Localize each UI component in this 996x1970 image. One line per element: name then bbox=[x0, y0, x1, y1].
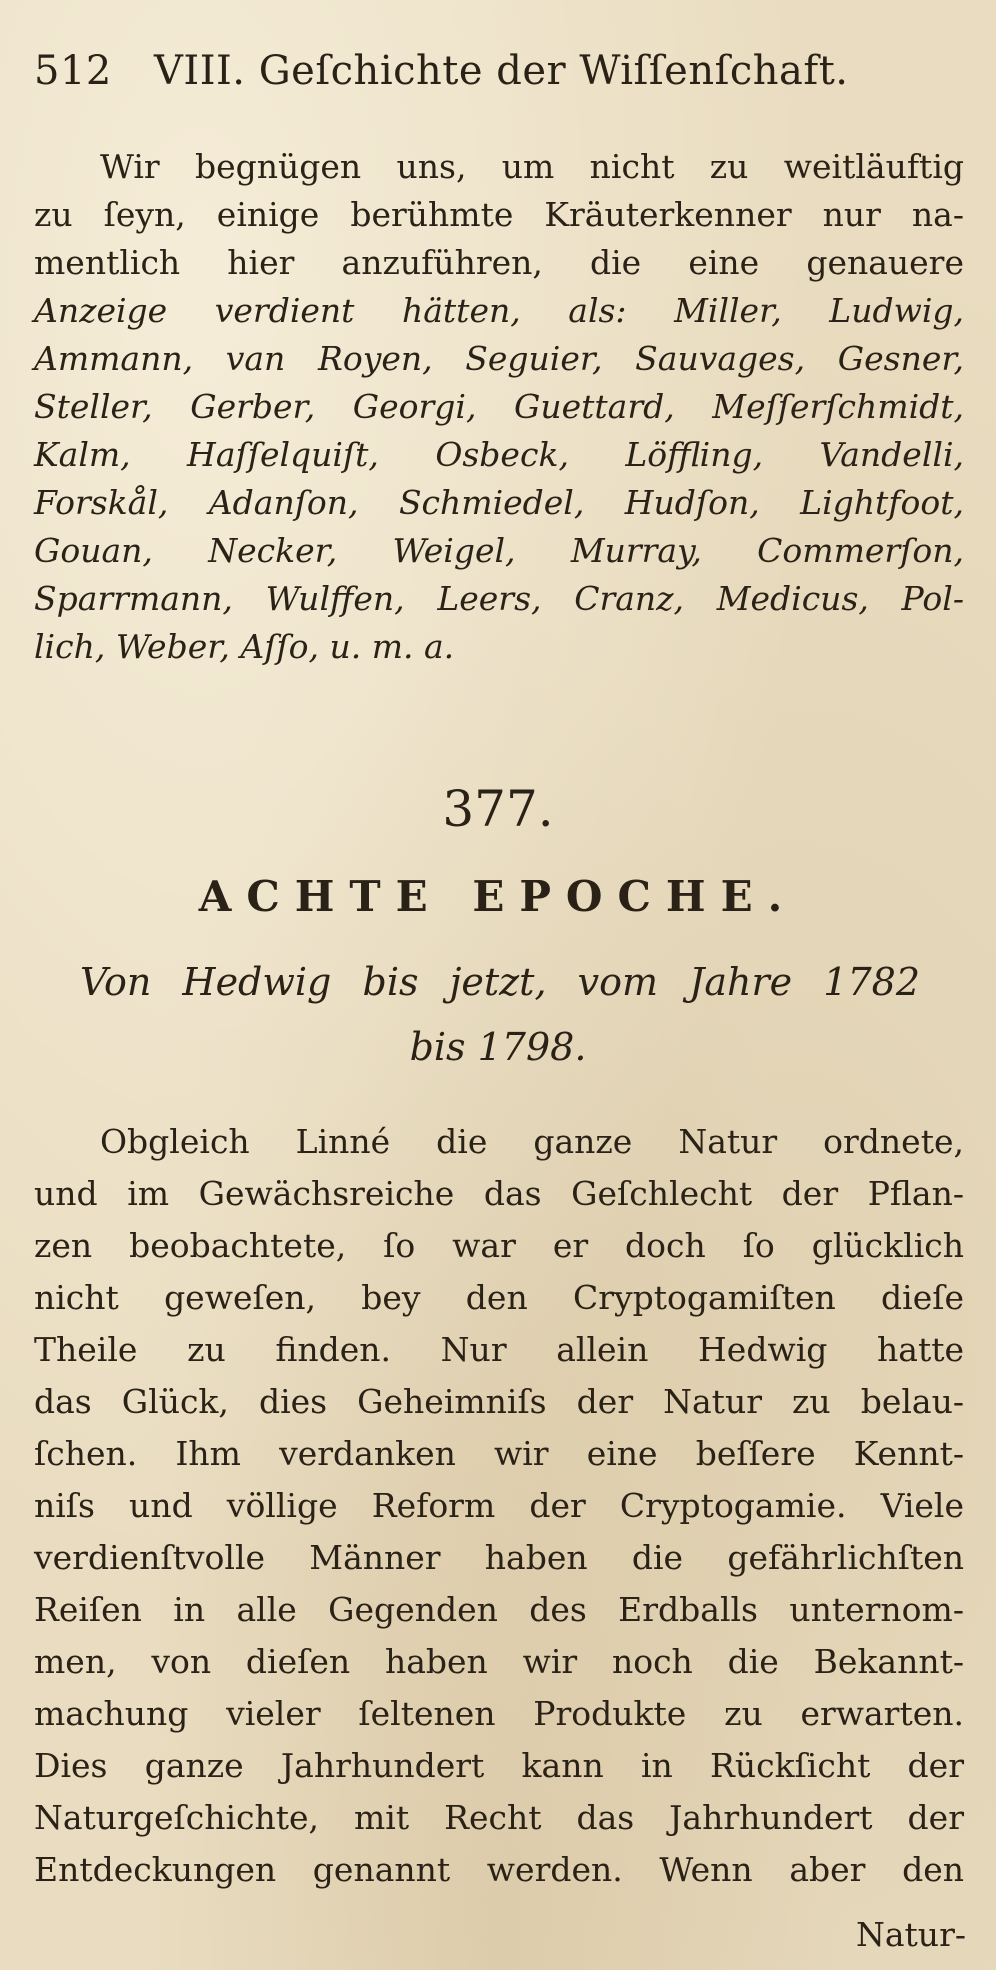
page-number: 512 bbox=[34, 48, 112, 94]
text-line: Gouan, Necker, Weigel, Murray, Commerſon, bbox=[34, 531, 964, 570]
chapter-title: VIII. Geſchichte der Wiſſenſchaft. bbox=[154, 48, 849, 94]
text-line: Obgleich Linné die ganze Natur ordnete, bbox=[100, 1122, 964, 1161]
text-line: Theile zu finden. Nur allein Hedwig hatte bbox=[34, 1330, 964, 1369]
text-line: Dies ganze Jahrhundert kann in Rückſicht der bbox=[34, 1746, 964, 1785]
text-line: Anzeige verdient hätten, als: Miller, Ludwig, bbox=[34, 291, 964, 330]
text-line: Sparrmann, Wulffen, Leers, Cranz, Medicus, Pol- bbox=[34, 579, 964, 618]
epoch-heading: ACHTE EPOCHE. bbox=[198, 872, 798, 921]
text-line: niſs und völlige Reform der Cryptogamie. Viele bbox=[34, 1486, 964, 1525]
text-line: Wir begnügen uns, um nicht zu weitläuftig bbox=[100, 147, 964, 186]
text-line: Entdeckungen genannt werden. Wenn aber den bbox=[34, 1850, 964, 1889]
text-line: ſchen. Ihm verdanken wir eine beſſere Kennt- bbox=[34, 1434, 964, 1473]
text-line: Reiſen in alle Gegenden des Erdballs unternom- bbox=[34, 1590, 964, 1629]
text-line: Steller, Gerber, Georgi, Guettard, Meſſerſchmidt, bbox=[34, 387, 964, 426]
text-line: Forskål, Adanſon, Schmiedel, Hudſon, Lightfoot, bbox=[34, 483, 964, 522]
section-number: 377. bbox=[442, 780, 554, 838]
text-line: zu ſeyn, einige berühmte Kräuterkenner nur na- bbox=[34, 195, 964, 234]
text-line: Naturgeſchichte, mit Recht das Jahrhundert der bbox=[34, 1798, 964, 1837]
text-line: verdienſtvolle Männer haben die gefährlichſten bbox=[34, 1538, 964, 1577]
epoch-subtitle-continued: bis 1798. bbox=[409, 1025, 587, 1069]
text-line: lich, Weber, Aſſo, u. m. a. bbox=[34, 627, 455, 666]
text-line: mentlich hier anzuführen, die eine genauere bbox=[34, 243, 964, 282]
text-line: nicht geweſen, bey den Cryptogamiſten dieſe bbox=[34, 1278, 964, 1317]
catchword: Natur- bbox=[856, 1915, 966, 1954]
epoch-subtitle: Von Hedwig bis jetzt, vom Jahre 1782 bbox=[80, 960, 920, 1004]
text-line: Kalm, Haſſelquiſt, Osbeck, Löffling, Vandelli, bbox=[34, 435, 964, 474]
text-line: zen beobachtete, ſo war er doch ſo glücklich bbox=[34, 1226, 964, 1265]
text-line: das Glück, dies Geheimniſs der Natur zu belau- bbox=[34, 1382, 964, 1421]
text-line: machung vieler ſeltenen Produkte zu erwarten. bbox=[34, 1694, 964, 1733]
text-line: und im Gewächsreiche das Geſchlecht der Pflan- bbox=[34, 1174, 964, 1213]
text-line: Ammann, van Royen, Seguier, Sauvages, Gesner, bbox=[34, 339, 964, 378]
running-head bbox=[34, 48, 849, 94]
text-line: men, von dieſen haben wir noch die Bekannt- bbox=[34, 1642, 964, 1681]
